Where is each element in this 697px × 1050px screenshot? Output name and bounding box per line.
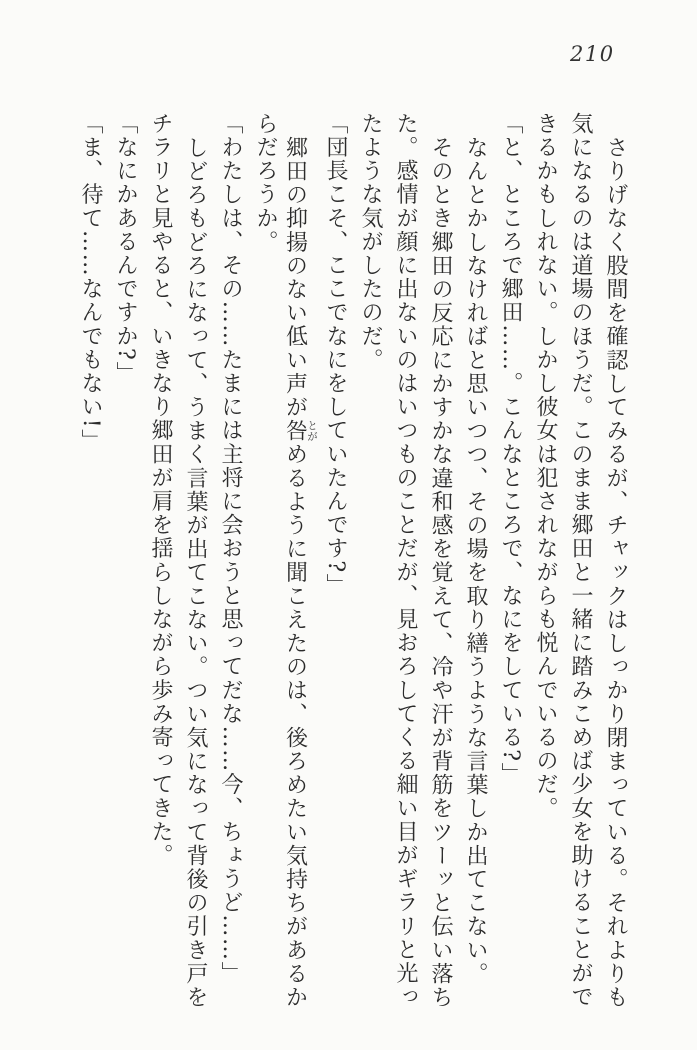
furigana-base: 咎	[282, 418, 308, 443]
text-line: さりげなく股間を確認してみるが、チャックはしっかり閉まっている。それよりも	[603, 135, 628, 1009]
text-line: なんとかしなければと思いつつ、その場を取り繕うような言葉しか出てこない。	[463, 135, 488, 986]
furigana-text: とが	[306, 418, 318, 443]
line-post-ruby: めるように聞こえたのは、後ろめたい気持ちがあるか	[282, 442, 308, 1009]
text-line: 「と、ところで郷田……。こんなところで、なにをしている?」	[498, 112, 523, 787]
text-line: 「団長こそ、ここでなにをしていたんです?」	[323, 112, 348, 598]
text-line: そのとき郷田の反応にかすかな違和感を覚えて、冷や汗が背筋をツーッと伝い落ち	[428, 135, 453, 1009]
text-line: 「なにかあるんですか?」	[113, 112, 138, 385]
text-line: らだろうか。	[253, 112, 278, 254]
text-line: 「ま、待て……なんでもない!」	[78, 112, 103, 453]
text-line: しどろもどろになって、うまく言葉が出てこない。つい気になって背後の引き戸を	[183, 135, 208, 1009]
text-line: 「わたしは、その……たまには主将に会おうと思ってだな……今、ちょうど……」	[218, 112, 243, 986]
page-number: 210	[570, 42, 615, 66]
text-line: たような気がしたのだ。	[358, 112, 383, 372]
line-pre-ruby: 郷田の抑揚のない低い声が	[282, 135, 308, 419]
text-line: 気になるのは道場のほうだ。このまま郷田と一緒に踏みこめば少女を助けることがで	[568, 112, 593, 1009]
text-line: きるかもしれない。しかし彼女は犯されながらも悦んでいるのだ。	[533, 112, 558, 820]
text-line	[283, 112, 318, 1032]
furigana-ruby	[282, 418, 318, 443]
body-text	[73, 112, 633, 1032]
text-line: チラリと見やると、いきなり郷田が肩を揺らしながら歩み寄ってきた。	[148, 112, 173, 868]
text-line: た。感情が顔に出ないのはいつものことだが、見おろしてくる細い目がギラリと光っ	[393, 112, 418, 1009]
